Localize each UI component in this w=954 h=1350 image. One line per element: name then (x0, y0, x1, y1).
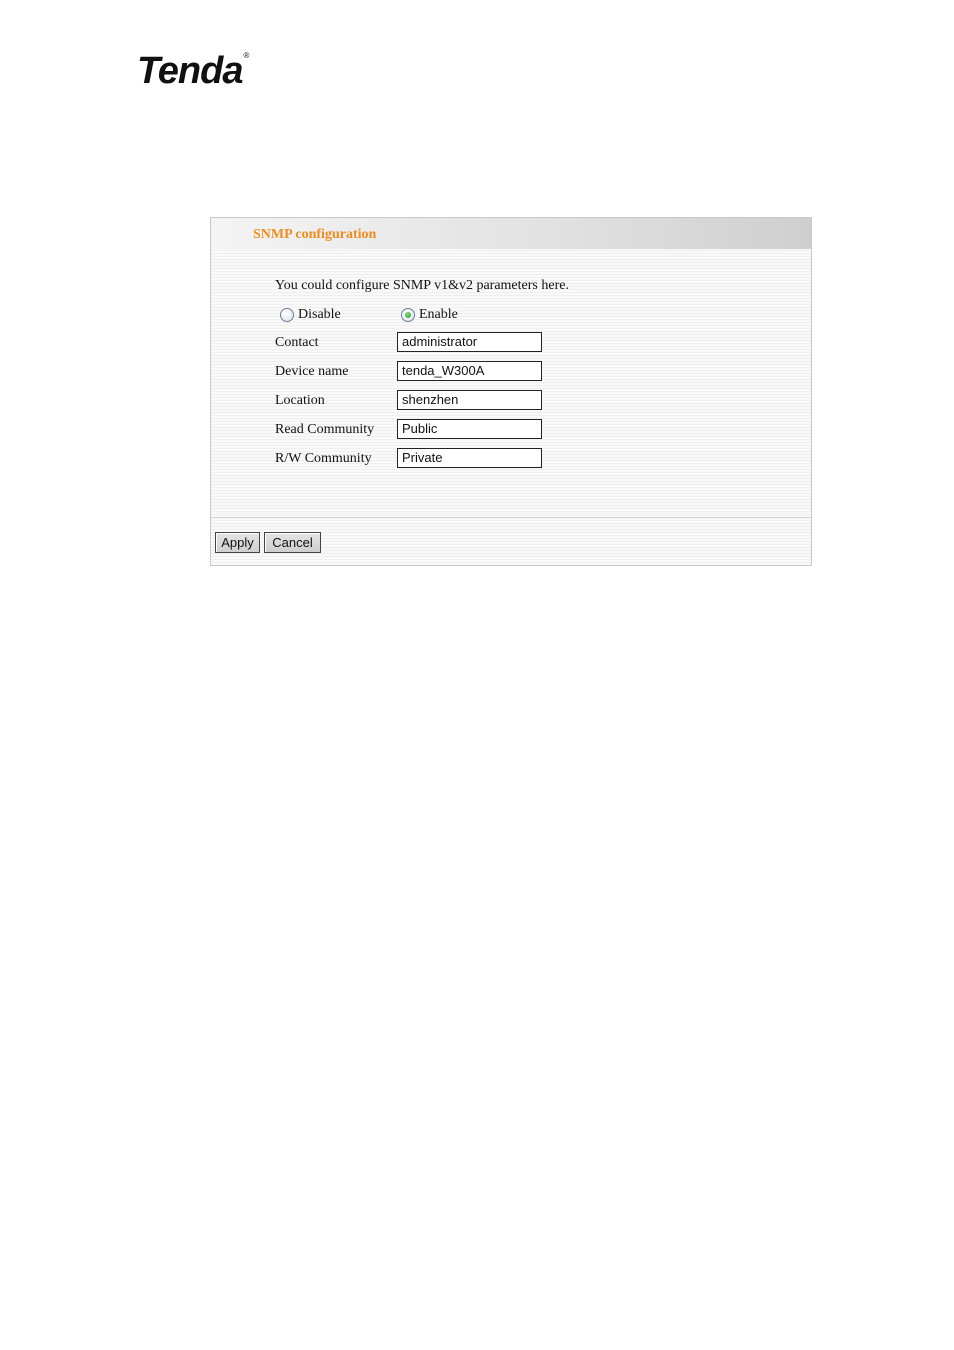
radio-enable[interactable] (401, 307, 458, 323)
panel-title: SNMP configuration (253, 227, 377, 242)
radio-disable-icon[interactable] (280, 308, 294, 322)
radio-enable-label: Enable (419, 307, 458, 322)
device-name-input[interactable]: tenda_W300A (397, 361, 542, 381)
read-community-label: Read Community (275, 422, 375, 437)
rw-community-label: R/W Community (275, 451, 372, 466)
radio-disable[interactable] (280, 307, 341, 323)
tenda-logo (137, 52, 248, 90)
radio-disable-label: Disable (298, 307, 341, 322)
panel-header (211, 218, 811, 249)
radio-enable-icon[interactable] (401, 308, 415, 322)
footer-divider (211, 517, 811, 518)
intro-text: You could configure SNMP v1&v2 parameters here. (275, 278, 569, 293)
registered-mark: ® (243, 51, 249, 60)
contact-input[interactable]: administrator (397, 332, 542, 352)
read-community-input[interactable]: Public (397, 419, 542, 439)
location-label: Location (275, 393, 325, 408)
rw-community-input[interactable]: Private (397, 448, 542, 468)
cancel-button[interactable]: Cancel (264, 532, 321, 553)
device-name-label: Device name (275, 364, 349, 379)
logo-text: Tenda (137, 50, 243, 92)
snmp-config-panel (210, 217, 812, 566)
location-input[interactable]: shenzhen (397, 390, 542, 410)
contact-label: Contact (275, 335, 319, 350)
apply-button[interactable]: Apply (215, 532, 260, 553)
